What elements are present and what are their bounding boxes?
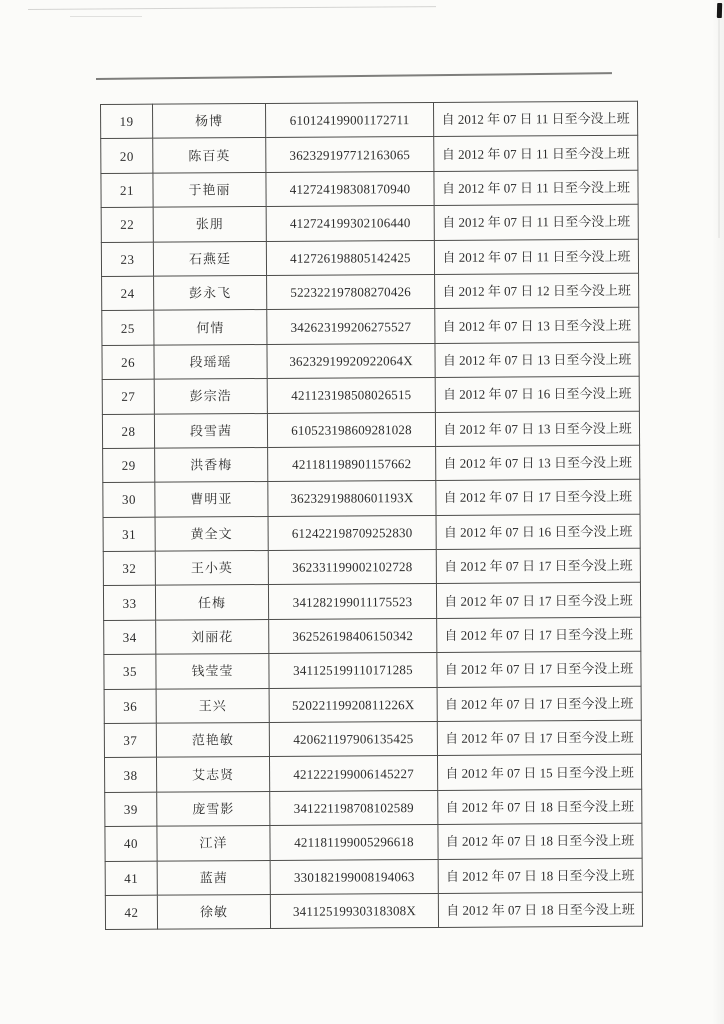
status-cell: 自 2012 年 07 日 18 日至今没上班 bbox=[438, 823, 642, 859]
row-number-cell: 38 bbox=[104, 758, 156, 793]
row-number-cell: 25 bbox=[102, 311, 154, 346]
status-cell: 自 2012 年 07 日 11 日至今没上班 bbox=[434, 239, 638, 275]
status-cell: 自 2012 年 07 日 17 日至今没上班 bbox=[437, 720, 641, 756]
id-number-cell: 362526198406150342 bbox=[269, 618, 437, 653]
name-cell: 刘丽花 bbox=[156, 619, 269, 654]
name-cell: 钱莹莹 bbox=[156, 654, 269, 689]
id-number-cell: 421123198508026515 bbox=[267, 378, 435, 413]
row-number-cell: 42 bbox=[105, 895, 157, 930]
status-cell: 自 2012 年 07 日 13 日至今没上班 bbox=[435, 342, 639, 378]
id-number-cell: 362331199002102728 bbox=[268, 550, 436, 585]
status-cell: 自 2012 年 07 日 13 日至今没上班 bbox=[435, 308, 639, 344]
id-number-cell: 610523198609281028 bbox=[267, 412, 435, 447]
status-cell: 自 2012 年 07 日 11 日至今没上班 bbox=[434, 204, 638, 240]
attendance-table-body bbox=[101, 101, 643, 930]
status-cell: 自 2012 年 07 日 13 日至今没上班 bbox=[435, 411, 639, 447]
table-row bbox=[102, 342, 639, 380]
table-row bbox=[103, 445, 640, 483]
header-rule-line bbox=[96, 72, 612, 79]
name-cell: 蓝茜 bbox=[157, 860, 270, 895]
row-number-cell: 31 bbox=[103, 517, 155, 552]
scan-artifact-line-top bbox=[28, 6, 436, 10]
table-row bbox=[102, 308, 639, 346]
row-number-cell: 28 bbox=[102, 414, 154, 449]
table-row bbox=[104, 720, 641, 758]
id-number-cell: 36232919880601193X bbox=[268, 481, 436, 516]
table-row bbox=[105, 789, 642, 827]
name-cell: 彭永飞 bbox=[154, 275, 267, 310]
row-number-cell: 20 bbox=[101, 139, 153, 174]
table-row bbox=[101, 136, 638, 174]
scan-artifact-line-top-short bbox=[70, 16, 142, 17]
table-row bbox=[105, 892, 642, 930]
row-number-cell: 27 bbox=[102, 379, 154, 414]
id-number-cell: 412724199302106440 bbox=[266, 206, 434, 241]
table-row bbox=[101, 239, 638, 277]
row-number-cell: 37 bbox=[104, 723, 156, 758]
name-cell: 曹明亚 bbox=[155, 482, 268, 517]
status-cell: 自 2012 年 07 日 17 日至今没上班 bbox=[436, 548, 640, 584]
table-row bbox=[103, 548, 640, 586]
status-cell: 自 2012 年 07 日 11 日至今没上班 bbox=[433, 101, 637, 137]
attendance-table bbox=[100, 101, 643, 931]
row-number-cell: 33 bbox=[103, 586, 155, 621]
name-cell: 段雪茜 bbox=[154, 413, 267, 448]
status-cell: 自 2012 年 07 日 13 日至今没上班 bbox=[436, 445, 640, 481]
id-number-cell: 420621197906135425 bbox=[269, 721, 437, 756]
row-number-cell: 32 bbox=[103, 551, 155, 586]
name-cell: 于艳丽 bbox=[153, 172, 266, 207]
row-number-cell: 36 bbox=[104, 689, 156, 724]
id-number-cell: 341125199110171285 bbox=[269, 653, 437, 688]
id-number-cell: 421181198901157662 bbox=[268, 446, 436, 481]
row-number-cell: 41 bbox=[105, 861, 157, 896]
id-number-cell: 34112519930318308X bbox=[270, 893, 438, 928]
name-cell: 石燕廷 bbox=[153, 241, 266, 276]
status-cell: 自 2012 年 07 日 16 日至今没上班 bbox=[435, 376, 639, 412]
id-number-cell: 341221198708102589 bbox=[270, 790, 438, 825]
id-number-cell: 36232919920922064X bbox=[267, 343, 435, 378]
status-cell: 自 2012 年 07 日 15 日至今没上班 bbox=[437, 755, 641, 791]
table-row bbox=[104, 651, 641, 689]
status-cell: 自 2012 年 07 日 17 日至今没上班 bbox=[437, 617, 641, 653]
row-number-cell: 19 bbox=[101, 104, 153, 139]
id-number-cell: 612422198709252830 bbox=[268, 515, 436, 550]
name-cell: 段瑶瑶 bbox=[154, 344, 267, 379]
table-row bbox=[102, 376, 639, 414]
name-cell: 王兴 bbox=[156, 688, 269, 723]
id-number-cell: 610124199001172711 bbox=[265, 102, 433, 137]
name-cell: 徐敏 bbox=[157, 894, 270, 929]
table-row bbox=[102, 411, 639, 449]
table-row bbox=[104, 755, 641, 793]
name-cell: 江洋 bbox=[157, 826, 270, 861]
status-cell: 自 2012 年 07 日 17 日至今没上班 bbox=[436, 480, 640, 516]
table-row bbox=[104, 617, 641, 655]
status-cell: 自 2012 年 07 日 18 日至今没上班 bbox=[438, 858, 642, 894]
status-cell: 自 2012 年 07 日 11 日至今没上班 bbox=[434, 170, 638, 206]
status-cell: 自 2012 年 07 日 12 日至今没上班 bbox=[435, 273, 639, 309]
table-row bbox=[101, 204, 638, 242]
row-number-cell: 30 bbox=[103, 482, 155, 517]
name-cell: 庞雪影 bbox=[157, 791, 270, 826]
status-cell: 自 2012 年 07 日 17 日至今没上班 bbox=[436, 583, 640, 619]
row-number-cell: 35 bbox=[104, 654, 156, 689]
row-number-cell: 29 bbox=[103, 448, 155, 483]
name-cell: 艾志贤 bbox=[156, 757, 269, 792]
attendance-table-container bbox=[100, 101, 643, 931]
table-row bbox=[102, 273, 639, 311]
id-number-cell: 342623199206275527 bbox=[267, 309, 435, 344]
name-cell: 陈百英 bbox=[153, 138, 266, 173]
table-row bbox=[105, 858, 642, 896]
id-number-cell: 362329197712163065 bbox=[266, 137, 434, 172]
name-cell: 王小英 bbox=[155, 551, 268, 586]
name-cell: 范艳敏 bbox=[156, 723, 269, 758]
table-row bbox=[103, 514, 640, 552]
row-number-cell: 39 bbox=[105, 792, 157, 827]
name-cell: 黄全文 bbox=[155, 516, 268, 551]
id-number-cell: 52022119920811226X bbox=[269, 687, 437, 722]
id-number-cell: 522322197808270426 bbox=[267, 274, 435, 309]
status-cell: 自 2012 年 07 日 16 日至今没上班 bbox=[436, 514, 640, 550]
name-cell: 任梅 bbox=[155, 585, 268, 620]
name-cell: 洪香梅 bbox=[155, 447, 268, 482]
name-cell: 张朋 bbox=[153, 207, 266, 242]
table-row bbox=[101, 170, 638, 208]
row-number-cell: 21 bbox=[101, 173, 153, 208]
id-number-cell: 330182199008194063 bbox=[270, 859, 438, 894]
row-number-cell: 23 bbox=[101, 242, 153, 277]
name-cell: 杨博 bbox=[153, 103, 266, 138]
status-cell: 自 2012 年 07 日 18 日至今没上班 bbox=[438, 892, 642, 928]
name-cell: 何情 bbox=[154, 310, 267, 345]
row-number-cell: 34 bbox=[104, 620, 156, 655]
id-number-cell: 421222199006145227 bbox=[269, 756, 437, 791]
table-row bbox=[103, 480, 640, 518]
status-cell: 自 2012 年 07 日 17 日至今没上班 bbox=[437, 686, 641, 722]
status-cell: 自 2012 年 07 日 18 日至今没上班 bbox=[438, 789, 642, 825]
status-cell: 自 2012 年 07 日 11 日至今没上班 bbox=[434, 136, 638, 172]
table-row bbox=[103, 583, 640, 621]
id-number-cell: 421181199005296618 bbox=[270, 825, 438, 860]
status-cell: 自 2012 年 07 日 17 日至今没上班 bbox=[437, 651, 641, 687]
id-number-cell: 412726198805142425 bbox=[266, 240, 434, 275]
table-row bbox=[105, 823, 642, 861]
id-number-cell: 412724198308170940 bbox=[266, 171, 434, 206]
row-number-cell: 22 bbox=[101, 207, 153, 242]
row-number-cell: 40 bbox=[105, 826, 157, 861]
table-row bbox=[101, 101, 638, 139]
row-number-cell: 26 bbox=[102, 345, 154, 380]
name-cell: 彭宗浩 bbox=[154, 379, 267, 414]
row-number-cell: 24 bbox=[102, 276, 154, 311]
scan-edge-shadow bbox=[712, 0, 724, 1024]
id-number-cell: 341282199011175523 bbox=[268, 584, 436, 619]
table-row bbox=[104, 686, 641, 724]
